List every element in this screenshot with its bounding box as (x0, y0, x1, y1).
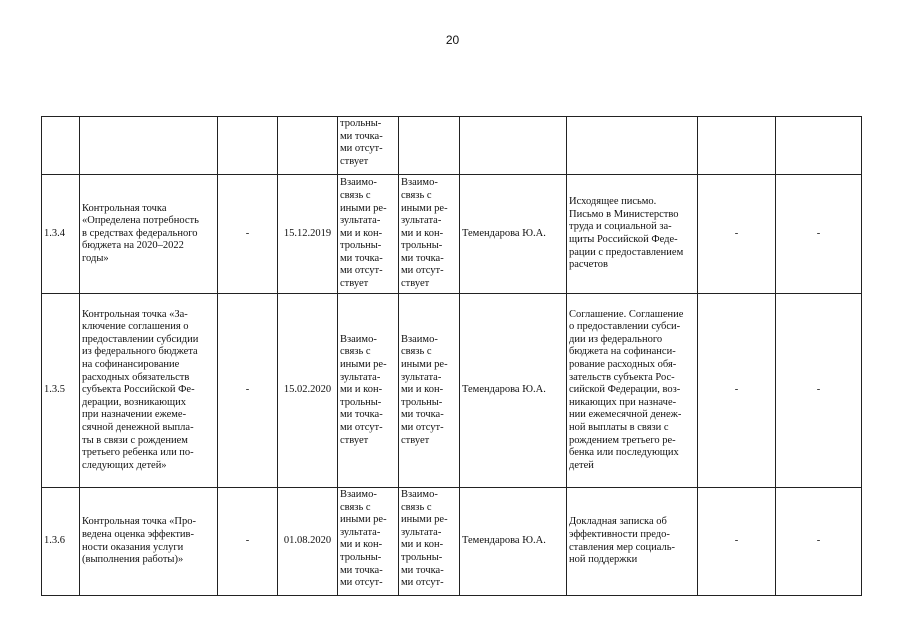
plan-table (41, 116, 862, 596)
due-date: 01.08.2020 (278, 488, 338, 596)
relation-cell: Взаимо- связь с иными ре- зультата- ми и кон- трольны- ми точка- ми отсут- ствует (338, 175, 399, 294)
dash-cell: - (218, 294, 278, 488)
dash-cell: - (218, 175, 278, 294)
row-number: 1.3.5 (42, 294, 80, 488)
dash-cell (698, 117, 776, 175)
relation-cell (399, 117, 460, 175)
table-row (42, 294, 862, 488)
dash-cell: - (218, 488, 278, 596)
document-description: Докладная записка об эффективности предо- ставления мер социаль- ной поддержки (567, 488, 698, 596)
dash-cell (776, 117, 862, 175)
document-description: Соглашение. Соглашение о предоставлении субси- дии из федерального бюджета на софинанси- рование расходных обя- зательств субъекта Рос- сийской Федерации, воз- никающих при назначе- нии ежемесячной денеж- ной выплаты в связи с рождением третьего ре- бенка или последующих детей (567, 294, 698, 488)
row-number: 1.3.6 (42, 488, 80, 596)
dash-cell (218, 117, 278, 175)
relation-cell: Взаимо- связь с иными ре- зультата- ми и кон- трольны- ми точка- ми отсут- ствует (338, 294, 399, 488)
control-point-name (80, 117, 218, 175)
responsible-person: Темендарова Ю.А. (460, 175, 567, 294)
dash-cell: - (698, 488, 776, 596)
control-point-name: Контрольная точка «Определена потребность в средствах федерального бюджета на 2020–2022 годы» (80, 175, 218, 294)
row-number (42, 117, 80, 175)
dash-cell: - (776, 488, 862, 596)
table-row (42, 175, 862, 294)
responsible-person (460, 117, 567, 175)
dash-cell: - (698, 175, 776, 294)
page-number: 20 (445, 33, 460, 47)
responsible-person: Темендарова Ю.А. (460, 294, 567, 488)
document-description: Исходящее письмо. Письмо в Министерство труда и социальной за- щиты Российской Феде- рации с предоставлением расчетов (567, 175, 698, 294)
table-row (42, 117, 862, 175)
due-date: 15.02.2020 (278, 294, 338, 488)
dash-cell: - (776, 294, 862, 488)
control-point-name: Контрольная точка «Про- ведена оценка эффектив- ности оказания услуги (выполнения работы)» (80, 488, 218, 596)
relation-cell: трольны- ми точка- ми отсут- ствует (338, 117, 399, 175)
dash-cell: - (698, 294, 776, 488)
due-date: 15.12.2019 (278, 175, 338, 294)
relation-cell: Взаимо- связь с иными ре- зультата- ми и кон- трольны- ми точка- ми отсут- (338, 488, 399, 596)
table-row (42, 488, 862, 596)
responsible-person: Темендарова Ю.А. (460, 488, 567, 596)
control-point-name: Контрольная точка «За- ключение соглашения о предоставлении субсидии из федерального бюджета на софинансирование расходных обязательств субъекта Российской Фе- дерации, возникающих при назначении ежеме- сячной денежной выпла- ты в связи с рождением третьего ребенка или по- следующих детей» (80, 294, 218, 488)
due-date (278, 117, 338, 175)
relation-cell: Взаимо- связь с иными ре- зультата- ми и кон- трольны- ми точка- ми отсут- ствует (399, 294, 460, 488)
document-description (567, 117, 698, 175)
relation-cell: Взаимо- связь с иными ре- зультата- ми и кон- трольны- ми точка- ми отсут- (399, 488, 460, 596)
relation-cell: Взаимо- связь с иными ре- зультата- ми и кон- трольны- ми точка- ми отсут- ствует (399, 175, 460, 294)
dash-cell: - (776, 175, 862, 294)
row-number: 1.3.4 (42, 175, 80, 294)
